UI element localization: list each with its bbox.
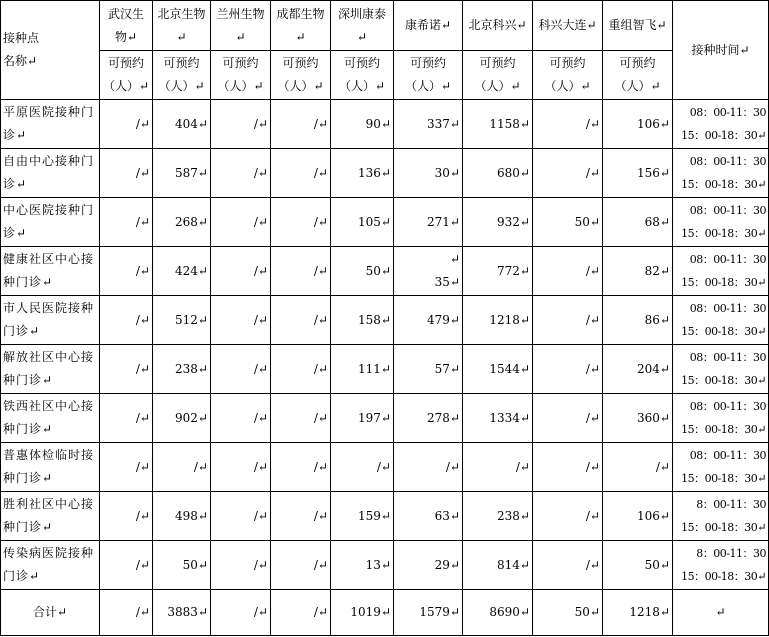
value-text: 29↵ — [434, 557, 460, 572]
value-text: /↵ — [253, 361, 268, 376]
value-cell — [331, 247, 394, 296]
time-text: 8：00-11：30 15：00-18：30↵ — [681, 547, 766, 583]
value-text: /↵ — [376, 459, 391, 474]
value-text: /↵ — [313, 361, 328, 376]
vendor-label: 兰州生物↵ — [216, 6, 265, 44]
site-name-cell — [1, 443, 100, 492]
table-row — [1, 394, 769, 443]
value-cell — [463, 443, 533, 492]
value-cell — [394, 198, 463, 247]
value-cell — [394, 296, 463, 345]
time-text: 08：00-11：30 15：00-18：30↵ — [681, 351, 766, 387]
time-text: 8：00-11：30 15：00-18：30↵ — [681, 498, 766, 534]
vendor-header — [271, 1, 331, 51]
vendor-label: 武汉生 物↵ — [107, 6, 144, 44]
value-text: /↵ — [253, 214, 268, 229]
value-cell — [211, 345, 271, 394]
value-text: 86↵ — [644, 312, 670, 327]
value-text: /↵ — [135, 165, 150, 180]
total-value-cell — [211, 590, 271, 636]
time-cell — [673, 345, 769, 394]
total-value-cell — [271, 590, 331, 636]
unit-header — [271, 51, 331, 100]
value-text: 587↵ — [175, 165, 208, 180]
value-cell — [331, 443, 394, 492]
total-value-cell — [394, 590, 463, 636]
value-text: /↵ — [585, 508, 600, 523]
unit-header — [100, 51, 153, 100]
value-text: 1158↵ — [489, 116, 530, 131]
value-text: 90↵ — [365, 116, 391, 131]
value-text: 106↵ — [637, 508, 670, 523]
site-name: 自由中心接种门 诊↵ — [3, 154, 95, 191]
value-cell — [463, 296, 533, 345]
value-text: /↵ — [135, 557, 150, 572]
value-text: 932↵ — [497, 214, 530, 229]
value-cell — [533, 345, 603, 394]
value-cell — [271, 492, 331, 541]
value-text: /↵ — [585, 557, 600, 572]
value-text: /↵ — [313, 557, 328, 572]
value-text: 404↵ — [175, 116, 208, 131]
unit-header — [463, 51, 533, 100]
total-value: 50↵ — [574, 605, 600, 619]
value-cell — [100, 198, 153, 247]
site-name: 胜利社区中心接 种门诊↵ — [3, 497, 95, 534]
value-text: /↵ — [135, 116, 150, 131]
total-value: 3883↵ — [167, 605, 208, 619]
value-text: 238↵ — [497, 508, 530, 523]
value-cell — [153, 492, 211, 541]
time-text: 08：00-11：30 15：00-18：30↵ — [681, 155, 766, 191]
unit-label: 可预约 （人）↵ — [158, 56, 205, 93]
value-text: 424↵ — [175, 263, 208, 278]
time-header-text: 接种时间↵ — [691, 42, 750, 57]
value-cell — [100, 492, 153, 541]
value-text: 68↵ — [644, 214, 670, 229]
unit-label: 可预约 （人）↵ — [102, 56, 150, 93]
unit-label: 可预约 （人）↵ — [544, 56, 591, 93]
value-text: /↵ — [135, 459, 150, 474]
value-text: 512↵ — [175, 312, 208, 327]
value-cell — [463, 394, 533, 443]
unit-header — [394, 51, 463, 100]
total-value: /↵ — [313, 605, 328, 619]
site-name: 普惠体检临时接 种门诊↵ — [3, 448, 95, 485]
value-cell — [394, 492, 463, 541]
value-cell — [331, 394, 394, 443]
value-text: 268↵ — [175, 214, 208, 229]
vendor-label: 康希诺↵ — [404, 18, 452, 32]
value-text: /↵ — [253, 410, 268, 425]
value-cell — [331, 100, 394, 149]
value-text: /↵ — [585, 116, 600, 131]
value-text: /↵ — [585, 312, 600, 327]
value-text: 814↵ — [497, 557, 530, 572]
value-text: /↵ — [135, 410, 150, 425]
time-text: 08：00-11：30 15：00-18：30↵ — [681, 449, 766, 485]
value-cell — [271, 345, 331, 394]
site-name-cell — [1, 149, 100, 198]
time-cell — [673, 100, 769, 149]
total-value: /↵ — [135, 605, 150, 619]
value-cell — [394, 149, 463, 198]
total-value: 1019↵ — [350, 605, 391, 619]
vendor-header — [394, 1, 463, 51]
value-cell — [394, 541, 463, 590]
unit-header — [603, 51, 673, 100]
table-row — [1, 149, 769, 198]
value-text: 50↵ — [365, 263, 391, 278]
vendor-header — [463, 1, 533, 51]
total-value-cell — [463, 590, 533, 636]
time-cell — [673, 296, 769, 345]
value-cell — [603, 541, 673, 590]
value-cell — [603, 394, 673, 443]
value-text: /↵ — [135, 263, 150, 278]
value-cell — [463, 492, 533, 541]
value-cell — [331, 296, 394, 345]
value-text: 238↵ — [175, 361, 208, 376]
table-row — [1, 100, 769, 149]
value-text: /↵ — [313, 410, 328, 425]
vendor-header — [153, 1, 211, 51]
value-cell — [603, 149, 673, 198]
table-row — [1, 198, 769, 247]
value-text: /↵ — [313, 263, 328, 278]
site-name: 解放社区中心接 种门诊↵ — [3, 350, 95, 387]
site-name-cell — [1, 247, 100, 296]
unit-label: 可预约 （人）↵ — [217, 56, 264, 93]
table-row — [1, 345, 769, 394]
value-cell — [603, 443, 673, 492]
total-value: 1579↵ — [419, 605, 460, 619]
value-cell — [100, 345, 153, 394]
time-text: 08：00-11：30 15：00-18：30↵ — [681, 400, 766, 436]
time-cell — [673, 492, 769, 541]
value-text: 13↵ — [365, 557, 391, 572]
value-cell — [100, 149, 153, 198]
value-cell — [331, 198, 394, 247]
site-name-header-text: 接种点 名称↵ — [3, 31, 40, 68]
value-cell — [153, 247, 211, 296]
value-text: /↵ — [135, 214, 150, 229]
value-text: /↵ — [313, 312, 328, 327]
value-cell — [153, 541, 211, 590]
value-text: /↵ — [253, 508, 268, 523]
site-name-header — [1, 1, 100, 100]
value-text: 63↵ — [434, 508, 460, 523]
vendor-header — [603, 1, 673, 51]
value-cell — [100, 394, 153, 443]
value-text: /↵ — [253, 116, 268, 131]
table-row — [1, 492, 769, 541]
value-cell — [211, 394, 271, 443]
value-text: 111↵ — [358, 361, 391, 376]
value-cell — [533, 100, 603, 149]
unit-label: 可预约 （人）↵ — [474, 56, 521, 93]
vendor-header — [100, 1, 153, 51]
time-text: 08：00-11：30 15：00-18：30↵ — [681, 302, 766, 338]
value-text: /↵ — [585, 410, 600, 425]
value-cell — [153, 198, 211, 247]
value-text: 479↵ — [427, 312, 460, 327]
value-cell — [331, 492, 394, 541]
value-text: /↵ — [253, 312, 268, 327]
value-cell — [211, 100, 271, 149]
value-text: /↵ — [253, 263, 268, 278]
value-text: 106↵ — [637, 116, 670, 131]
value-cell — [533, 492, 603, 541]
table-row — [1, 296, 769, 345]
value-cell — [271, 541, 331, 590]
value-cell — [533, 247, 603, 296]
value-cell — [271, 100, 331, 149]
value-text: /↵ — [193, 459, 208, 474]
total-value: 1218↵ — [629, 605, 670, 619]
time-cell — [673, 198, 769, 247]
value-cell — [533, 394, 603, 443]
site-name-cell — [1, 345, 100, 394]
value-cell — [463, 541, 533, 590]
value-text: 50↵ — [644, 557, 670, 572]
value-cell — [603, 296, 673, 345]
time-cell — [673, 541, 769, 590]
value-cell — [271, 296, 331, 345]
value-text: /↵ — [135, 361, 150, 376]
value-cell — [153, 149, 211, 198]
value-cell — [463, 247, 533, 296]
time-header — [673, 1, 769, 100]
unit-label: 可预约 （人）↵ — [404, 56, 452, 93]
value-text: 498↵ — [175, 508, 208, 523]
time-cell — [673, 149, 769, 198]
value-text: 159↵ — [358, 508, 391, 523]
total-label: 合计↵ — [32, 605, 68, 619]
value-cell — [271, 149, 331, 198]
value-text: /↵ — [253, 557, 268, 572]
total-value: /↵ — [253, 605, 268, 619]
value-text: /↵ — [313, 116, 328, 131]
value-text: 1544↵ — [489, 361, 530, 376]
value-cell — [100, 100, 153, 149]
value-cell — [394, 443, 463, 492]
value-text: /↵ — [313, 165, 328, 180]
site-name: 中心医院接种门 诊↵ — [3, 203, 95, 240]
value-cell — [153, 394, 211, 443]
value-cell — [394, 394, 463, 443]
unit-header — [533, 51, 603, 100]
site-name: 传染病医院接种 门诊↵ — [3, 546, 95, 583]
value-text: 680↵ — [497, 165, 530, 180]
total-value-cell — [533, 590, 603, 636]
value-text: 50↵ — [182, 557, 208, 572]
value-cell — [153, 100, 211, 149]
value-cell — [331, 541, 394, 590]
value-cell — [100, 541, 153, 590]
vendor-label: 北京科兴↵ — [468, 18, 527, 32]
value-cell — [100, 247, 153, 296]
value-text: 278↵ — [427, 410, 460, 425]
site-name: 平原医院接种门 诊↵ — [3, 105, 95, 142]
time-text: 08：00-11：30 15：00-18：30↵ — [681, 253, 766, 289]
value-cell — [211, 198, 271, 247]
vendor-label: 深圳康泰↵ — [337, 6, 386, 44]
vendor-label: 重组智飞↵ — [608, 18, 667, 32]
value-text: 271↵ — [427, 214, 460, 229]
value-text: /↵ — [313, 214, 328, 229]
total-time-cell — [673, 590, 769, 636]
table-row — [1, 443, 769, 492]
value-cell — [211, 296, 271, 345]
vendor-label: 科兴大连↵ — [538, 18, 597, 32]
total-value-cell — [603, 590, 673, 636]
value-text: /↵ — [585, 165, 600, 180]
value-text: 337↵ — [427, 116, 460, 131]
value-text: 1218↵ — [489, 312, 530, 327]
value-cell — [463, 100, 533, 149]
value-cell — [603, 492, 673, 541]
value-cell — [603, 198, 673, 247]
value-text: /↵ — [655, 459, 670, 474]
site-name-cell — [1, 198, 100, 247]
value-text: ↵ 35↵ — [434, 252, 460, 289]
value-cell — [100, 296, 153, 345]
total-value-cell — [331, 590, 394, 636]
unit-label: 可预约 （人）↵ — [338, 56, 386, 93]
value-cell — [463, 149, 533, 198]
unit-header — [211, 51, 271, 100]
value-cell — [211, 443, 271, 492]
value-text: 82↵ — [644, 263, 670, 278]
total-label-cell — [1, 590, 100, 636]
value-cell — [533, 296, 603, 345]
time-text: 08：00-11：30 15：00-18：30↵ — [681, 106, 766, 142]
value-text: /↵ — [313, 508, 328, 523]
value-text: 772↵ — [497, 263, 530, 278]
value-cell — [211, 492, 271, 541]
value-text: 156↵ — [637, 165, 670, 180]
value-cell — [211, 541, 271, 590]
time-cell — [673, 394, 769, 443]
value-cell — [271, 443, 331, 492]
value-text: /↵ — [253, 165, 268, 180]
unit-label: 可预约 （人）↵ — [277, 56, 324, 93]
value-text: 30↵ — [434, 165, 460, 180]
value-cell — [463, 345, 533, 394]
value-cell — [603, 345, 673, 394]
value-cell — [533, 443, 603, 492]
value-text: /↵ — [585, 459, 600, 474]
value-cell — [331, 345, 394, 394]
total-value-cell — [153, 590, 211, 636]
value-text: /↵ — [313, 459, 328, 474]
unit-label: 可预约 （人）↵ — [614, 56, 661, 93]
vendor-header — [331, 1, 394, 51]
value-cell — [211, 149, 271, 198]
site-name: 健康社区中心接 种门诊↵ — [3, 252, 95, 289]
value-cell — [394, 100, 463, 149]
vendor-label: 成都生物↵ — [276, 6, 325, 44]
value-cell — [394, 345, 463, 394]
value-text: /↵ — [515, 459, 530, 474]
value-text: 57↵ — [434, 361, 460, 376]
value-text: 50↵ — [574, 214, 600, 229]
value-cell — [533, 149, 603, 198]
value-cell — [331, 149, 394, 198]
total-row — [1, 590, 769, 636]
site-name-cell — [1, 100, 100, 149]
value-text: /↵ — [135, 508, 150, 523]
value-text: /↵ — [585, 361, 600, 376]
value-cell — [533, 198, 603, 247]
vendor-label: 北京生物↵ — [157, 6, 206, 44]
value-cell — [153, 345, 211, 394]
total-time: ↵ — [715, 605, 726, 619]
site-name-cell — [1, 296, 100, 345]
time-text: 08：00-11：30 15：00-18：30↵ — [681, 204, 766, 240]
value-text: 902↵ — [175, 410, 208, 425]
value-text: /↵ — [445, 459, 460, 474]
value-text: /↵ — [253, 459, 268, 474]
value-text: 204↵ — [637, 361, 670, 376]
table-row — [1, 247, 769, 296]
site-name-cell — [1, 492, 100, 541]
value-cell — [271, 394, 331, 443]
value-text: 1334↵ — [489, 410, 530, 425]
time-cell — [673, 247, 769, 296]
site-name-cell — [1, 394, 100, 443]
value-cell — [211, 247, 271, 296]
value-cell — [271, 247, 331, 296]
value-cell — [394, 247, 463, 296]
value-cell — [100, 443, 153, 492]
unit-header — [331, 51, 394, 100]
value-text: 197↵ — [358, 410, 391, 425]
value-cell — [463, 198, 533, 247]
value-cell — [153, 296, 211, 345]
value-cell — [271, 198, 331, 247]
site-name-cell — [1, 541, 100, 590]
value-text: 105↵ — [358, 214, 391, 229]
site-name: 铁西社区中心接 种门诊↵ — [3, 399, 95, 436]
vendor-header — [211, 1, 271, 51]
time-cell — [673, 443, 769, 492]
value-cell — [153, 443, 211, 492]
value-cell — [603, 247, 673, 296]
value-text: /↵ — [135, 312, 150, 327]
value-text: 158↵ — [358, 312, 391, 327]
value-cell — [533, 541, 603, 590]
value-text: /↵ — [585, 263, 600, 278]
site-name: 市人民医院接种 门诊↵ — [3, 301, 95, 338]
total-value: 8690↵ — [489, 605, 530, 619]
table-row — [1, 541, 769, 590]
value-cell — [603, 100, 673, 149]
vendor-header — [533, 1, 603, 51]
unit-header — [153, 51, 211, 100]
total-value-cell — [100, 590, 153, 636]
value-text: 136↵ — [358, 165, 391, 180]
value-text: 360↵ — [637, 410, 670, 425]
